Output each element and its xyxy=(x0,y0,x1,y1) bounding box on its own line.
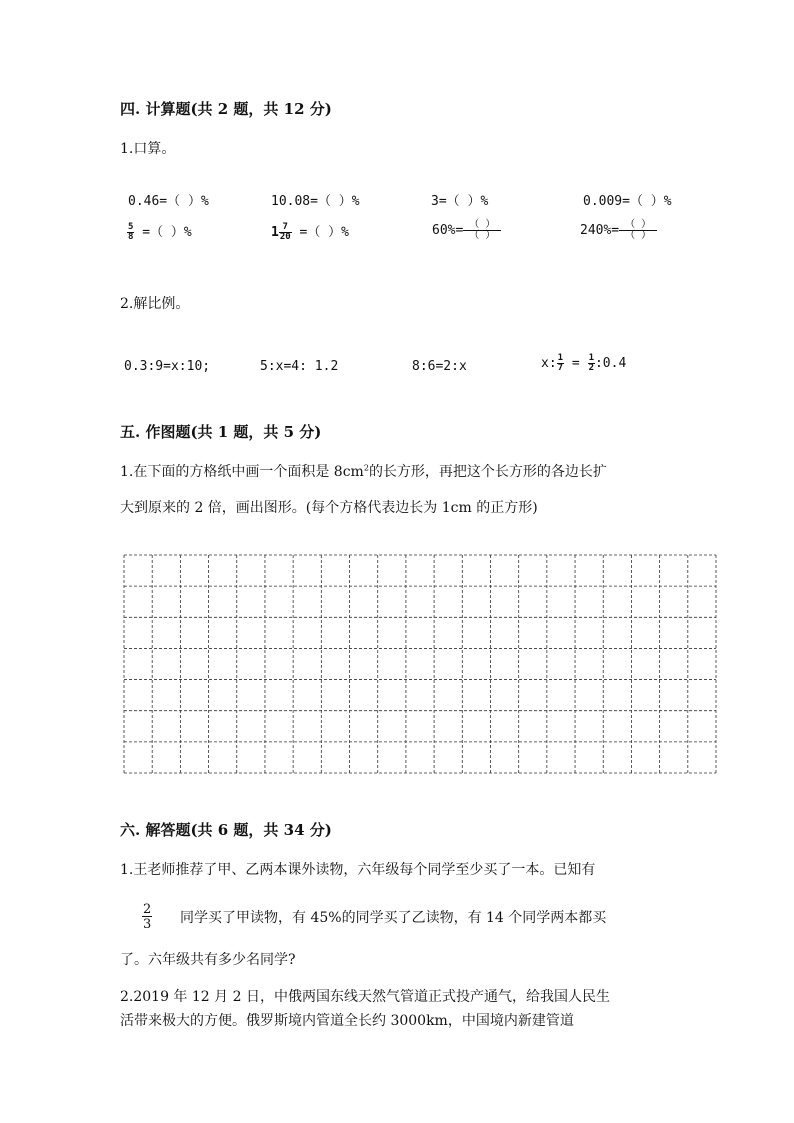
section-6-title: 六. 解答题(共 6 题，共 34 分) xyxy=(120,821,332,839)
question-4-2-title: 2.解比例。 xyxy=(120,296,190,312)
blank-fraction: $\frac{( )}{( )}$ xyxy=(619,220,657,241)
proportion-4: x: $\frac{1}{7}$ = $\frac{1}{2}$ :0.4 xyxy=(541,353,627,373)
calc-item-4: 0.009=（ ）% xyxy=(583,194,672,209)
calc-item-7: 60%= $\frac{( )}{( )}$ xyxy=(432,220,501,241)
fraction: $\frac{1}{2}$ xyxy=(588,353,594,373)
calc-item-3: 3=（ ）% xyxy=(431,194,489,209)
question-6-1-line-1: 1.王老师推荐了甲、乙两本课外读物，六年级每个同学至少买了一本。已知有 xyxy=(120,862,596,878)
calc-item-5: $\frac{5}{8}$ =（ ）% xyxy=(128,222,192,242)
question-5-1-line-1: 1.在下面的方格纸中画一个面积是 $8cm^2$的长方形，再把这个长方形的各边长扩 xyxy=(120,463,607,480)
fraction: $\frac{5}{8}$ xyxy=(128,222,134,242)
fraction: $\frac{7}{20}$ xyxy=(279,222,291,242)
fraction: $\frac{1}{7}$ xyxy=(557,353,564,373)
calc-item-2: 10.08=（ ）% xyxy=(271,194,360,209)
question-6-1-line-3: 了。六年级共有多少名同学? xyxy=(120,952,296,968)
blank-fraction: $\frac{( )}{( )}$ xyxy=(463,220,501,241)
proportion-1: 0.3:9=x:10; xyxy=(124,359,211,374)
question-6-2-line-2: 活带来极大的方便。俄罗斯境内管道全长约 3000km，中国境内新建管道 xyxy=(120,1013,574,1029)
section-5-title: 五. 作图题(共 1 题，共 5 分) xyxy=(120,423,322,441)
fraction: $\frac{2}{3}$ xyxy=(143,902,152,932)
proportion-2: 5:x=4: 1.2 xyxy=(260,359,339,374)
question-4-1-title: 1.口算。 xyxy=(120,141,176,157)
calc-item-1: 0.46=（ ）% xyxy=(128,194,209,209)
calc-item-6: 1 $\frac{7}{20}$ =（ ）% xyxy=(271,222,349,242)
question-5-1-line-2: 大到原来的 2 倍，画出图形。(每个方格代表边长为 1cm 的正方形) xyxy=(120,500,538,516)
question-6-1-line-2: 同学买了甲读物，有 45%的同学买了乙读物，有 14 个同学两本都买 xyxy=(180,910,607,926)
calc-item-8: 240%= $\frac{( )}{( )}$ xyxy=(580,220,657,241)
section-4-title: 四. 计算题(共 2 题，共 12 分) xyxy=(120,100,332,118)
grid-paper[interactable] xyxy=(123,554,717,774)
question-6-2-line-1: 2.2019 年 12 月 2 日，中俄两国东线天然气管道正式投产通气，给我国人民生 xyxy=(120,989,610,1005)
proportion-3: 8:6=2:x xyxy=(412,359,467,374)
question-6-1-fraction xyxy=(142,903,152,931)
